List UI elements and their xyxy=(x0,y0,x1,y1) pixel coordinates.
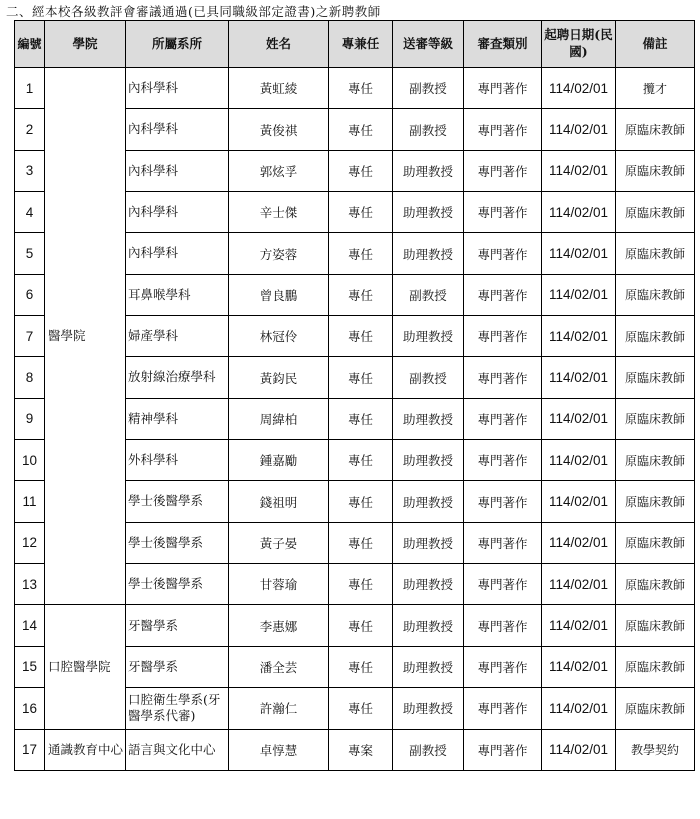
table-body xyxy=(15,68,695,771)
cell-no: 17 xyxy=(15,729,45,770)
cell-date: 114/02/01 xyxy=(542,481,616,522)
cell-dept: 牙醫學系 xyxy=(126,646,229,687)
header-college: 學院 xyxy=(45,21,126,68)
cell-no: 4 xyxy=(15,192,45,233)
header-note: 備註 xyxy=(616,21,695,68)
cell-type: 專任 xyxy=(329,688,393,729)
cell-name: 錢祖明 xyxy=(229,481,329,522)
table-header-row xyxy=(15,21,695,68)
cell-date: 114/02/01 xyxy=(542,316,616,357)
cell-note: 原臨床教師 xyxy=(616,688,695,729)
cell-date: 114/02/01 xyxy=(542,729,616,770)
cell-rank: 助理教授 xyxy=(393,150,464,191)
cell-no: 10 xyxy=(15,440,45,481)
header-type: 專兼任 xyxy=(329,21,393,68)
cell-no: 14 xyxy=(15,605,45,646)
cell-dept: 耳鼻喉學科 xyxy=(126,274,229,315)
cell-rank: 助理教授 xyxy=(393,316,464,357)
cell-note: 原臨床教師 xyxy=(616,481,695,522)
cell-type: 專任 xyxy=(329,274,393,315)
cell-category: 專門著作 xyxy=(464,522,542,563)
cell-type: 專任 xyxy=(329,440,393,481)
cell-date: 114/02/01 xyxy=(542,150,616,191)
cell-dept: 牙醫學系 xyxy=(126,605,229,646)
cell-date: 114/02/01 xyxy=(542,357,616,398)
cell-category: 專門著作 xyxy=(464,233,542,274)
cell-category: 專門著作 xyxy=(464,398,542,439)
cell-rank: 助理教授 xyxy=(393,522,464,563)
table-row xyxy=(15,68,695,109)
table-row xyxy=(15,605,695,646)
cell-rank: 副教授 xyxy=(393,729,464,770)
cell-note: 原臨床教師 xyxy=(616,233,695,274)
cell-college: 口腔醫學院 xyxy=(45,605,126,729)
cell-category: 專門著作 xyxy=(464,729,542,770)
cell-name: 甘蓉瑜 xyxy=(229,564,329,605)
cell-category: 專門著作 xyxy=(464,440,542,481)
cell-note: 原臨床教師 xyxy=(616,398,695,439)
cell-no: 9 xyxy=(15,398,45,439)
cell-category: 專門著作 xyxy=(464,316,542,357)
cell-type: 專任 xyxy=(329,357,393,398)
new-faculty-table xyxy=(14,20,695,771)
cell-type: 專任 xyxy=(329,150,393,191)
cell-college: 通識教育中心 xyxy=(45,729,126,770)
cell-rank: 助理教授 xyxy=(393,605,464,646)
cell-rank: 助理教授 xyxy=(393,233,464,274)
cell-category: 專門著作 xyxy=(464,481,542,522)
header-dept: 所屬系所 xyxy=(126,21,229,68)
cell-note: 原臨床教師 xyxy=(616,192,695,233)
cell-dept: 學士後醫學系 xyxy=(126,481,229,522)
cell-note: 原臨床教師 xyxy=(616,357,695,398)
cell-dept: 精神學科 xyxy=(126,398,229,439)
cell-type: 專任 xyxy=(329,605,393,646)
cell-name: 周緯柏 xyxy=(229,398,329,439)
cell-rank: 助理教授 xyxy=(393,564,464,605)
cell-category: 專門著作 xyxy=(464,150,542,191)
cell-dept: 外科學科 xyxy=(126,440,229,481)
cell-name: 鍾嘉勵 xyxy=(229,440,329,481)
cell-dept: 語言與文化中心 xyxy=(126,729,229,770)
header-rank: 送審等級 xyxy=(393,21,464,68)
cell-no: 2 xyxy=(15,109,45,150)
cell-note: 原臨床教師 xyxy=(616,274,695,315)
cell-rank: 副教授 xyxy=(393,357,464,398)
cell-dept: 內科學科 xyxy=(126,109,229,150)
cell-note: 教學契約 xyxy=(616,729,695,770)
cell-category: 專門著作 xyxy=(464,357,542,398)
cell-date: 114/02/01 xyxy=(542,440,616,481)
cell-no: 8 xyxy=(15,357,45,398)
cell-type: 專任 xyxy=(329,398,393,439)
cell-type: 專任 xyxy=(329,192,393,233)
cell-type: 專任 xyxy=(329,564,393,605)
cell-type: 專任 xyxy=(329,316,393,357)
cell-dept: 婦產學科 xyxy=(126,316,229,357)
cell-name: 林冠伶 xyxy=(229,316,329,357)
cell-name: 辛士傑 xyxy=(229,192,329,233)
cell-no: 6 xyxy=(15,274,45,315)
cell-name: 許瀚仁 xyxy=(229,688,329,729)
cell-dept: 口腔衛生學系(牙醫學系代審) xyxy=(126,688,229,729)
cell-no: 13 xyxy=(15,564,45,605)
cell-note: 原臨床教師 xyxy=(616,605,695,646)
cell-college: 醫學院 xyxy=(45,68,126,605)
cell-category: 專門著作 xyxy=(464,68,542,109)
cell-type: 專任 xyxy=(329,481,393,522)
cell-type: 專案 xyxy=(329,729,393,770)
cell-rank: 副教授 xyxy=(393,109,464,150)
cell-no: 3 xyxy=(15,150,45,191)
cell-note: 原臨床教師 xyxy=(616,646,695,687)
cell-note: 原臨床教師 xyxy=(616,109,695,150)
cell-name: 黃子晏 xyxy=(229,522,329,563)
cell-category: 專門著作 xyxy=(464,564,542,605)
cell-no: 16 xyxy=(15,688,45,729)
cell-date: 114/02/01 xyxy=(542,605,616,646)
cell-category: 專門著作 xyxy=(464,605,542,646)
cell-rank: 副教授 xyxy=(393,274,464,315)
cell-rank: 助理教授 xyxy=(393,398,464,439)
cell-note: 原臨床教師 xyxy=(616,316,695,357)
cell-no: 15 xyxy=(15,646,45,687)
cell-name: 李惠娜 xyxy=(229,605,329,646)
cell-no: 12 xyxy=(15,522,45,563)
cell-dept: 內科學科 xyxy=(126,233,229,274)
cell-type: 專任 xyxy=(329,233,393,274)
cell-type: 專任 xyxy=(329,68,393,109)
cell-rank: 副教授 xyxy=(393,68,464,109)
table-row xyxy=(15,729,695,770)
cell-name: 黃虹綾 xyxy=(229,68,329,109)
cell-note: 攬才 xyxy=(616,68,695,109)
cell-date: 114/02/01 xyxy=(542,68,616,109)
cell-date: 114/02/01 xyxy=(542,398,616,439)
cell-dept: 內科學科 xyxy=(126,192,229,233)
page-heading: 二、經本校各級教評會審議通過(已具同職級部定證書)之新聘教師 xyxy=(6,4,381,19)
cell-name: 黃鈞民 xyxy=(229,357,329,398)
cell-type: 專任 xyxy=(329,109,393,150)
cell-category: 專門著作 xyxy=(464,646,542,687)
cell-name: 方姿蓉 xyxy=(229,233,329,274)
cell-name: 卓惇慧 xyxy=(229,729,329,770)
cell-dept: 學士後醫學系 xyxy=(126,522,229,563)
cell-date: 114/02/01 xyxy=(542,522,616,563)
cell-date: 114/02/01 xyxy=(542,274,616,315)
cell-name: 曾良鵬 xyxy=(229,274,329,315)
cell-rank: 助理教授 xyxy=(393,481,464,522)
cell-date: 114/02/01 xyxy=(542,233,616,274)
cell-category: 專門著作 xyxy=(464,274,542,315)
header-date: 起聘日期(民國) xyxy=(542,21,616,68)
cell-type: 專任 xyxy=(329,646,393,687)
cell-rank: 助理教授 xyxy=(393,192,464,233)
cell-rank: 助理教授 xyxy=(393,646,464,687)
cell-name: 黃俊祺 xyxy=(229,109,329,150)
cell-date: 114/02/01 xyxy=(542,109,616,150)
cell-dept: 內科學科 xyxy=(126,68,229,109)
header-name: 姓名 xyxy=(229,21,329,68)
header-category: 審查類別 xyxy=(464,21,542,68)
cell-no: 11 xyxy=(15,481,45,522)
cell-note: 原臨床教師 xyxy=(616,440,695,481)
cell-no: 5 xyxy=(15,233,45,274)
cell-name: 潘全芸 xyxy=(229,646,329,687)
cell-date: 114/02/01 xyxy=(542,192,616,233)
cell-category: 專門著作 xyxy=(464,109,542,150)
cell-category: 專門著作 xyxy=(464,688,542,729)
cell-category: 專門著作 xyxy=(464,192,542,233)
cell-date: 114/02/01 xyxy=(542,688,616,729)
header-no: 編號 xyxy=(15,21,45,68)
cell-note: 原臨床教師 xyxy=(616,522,695,563)
cell-dept: 放射線治療學科 xyxy=(126,357,229,398)
cell-rank: 助理教授 xyxy=(393,440,464,481)
cell-note: 原臨床教師 xyxy=(616,564,695,605)
cell-no: 7 xyxy=(15,316,45,357)
cell-date: 114/02/01 xyxy=(542,646,616,687)
cell-dept: 內科學科 xyxy=(126,150,229,191)
cell-note: 原臨床教師 xyxy=(616,150,695,191)
cell-type: 專任 xyxy=(329,522,393,563)
cell-date: 114/02/01 xyxy=(542,564,616,605)
cell-dept: 學士後醫學系 xyxy=(126,564,229,605)
cell-no: 1 xyxy=(15,68,45,109)
cell-rank: 助理教授 xyxy=(393,688,464,729)
cell-name: 郭炫孚 xyxy=(229,150,329,191)
